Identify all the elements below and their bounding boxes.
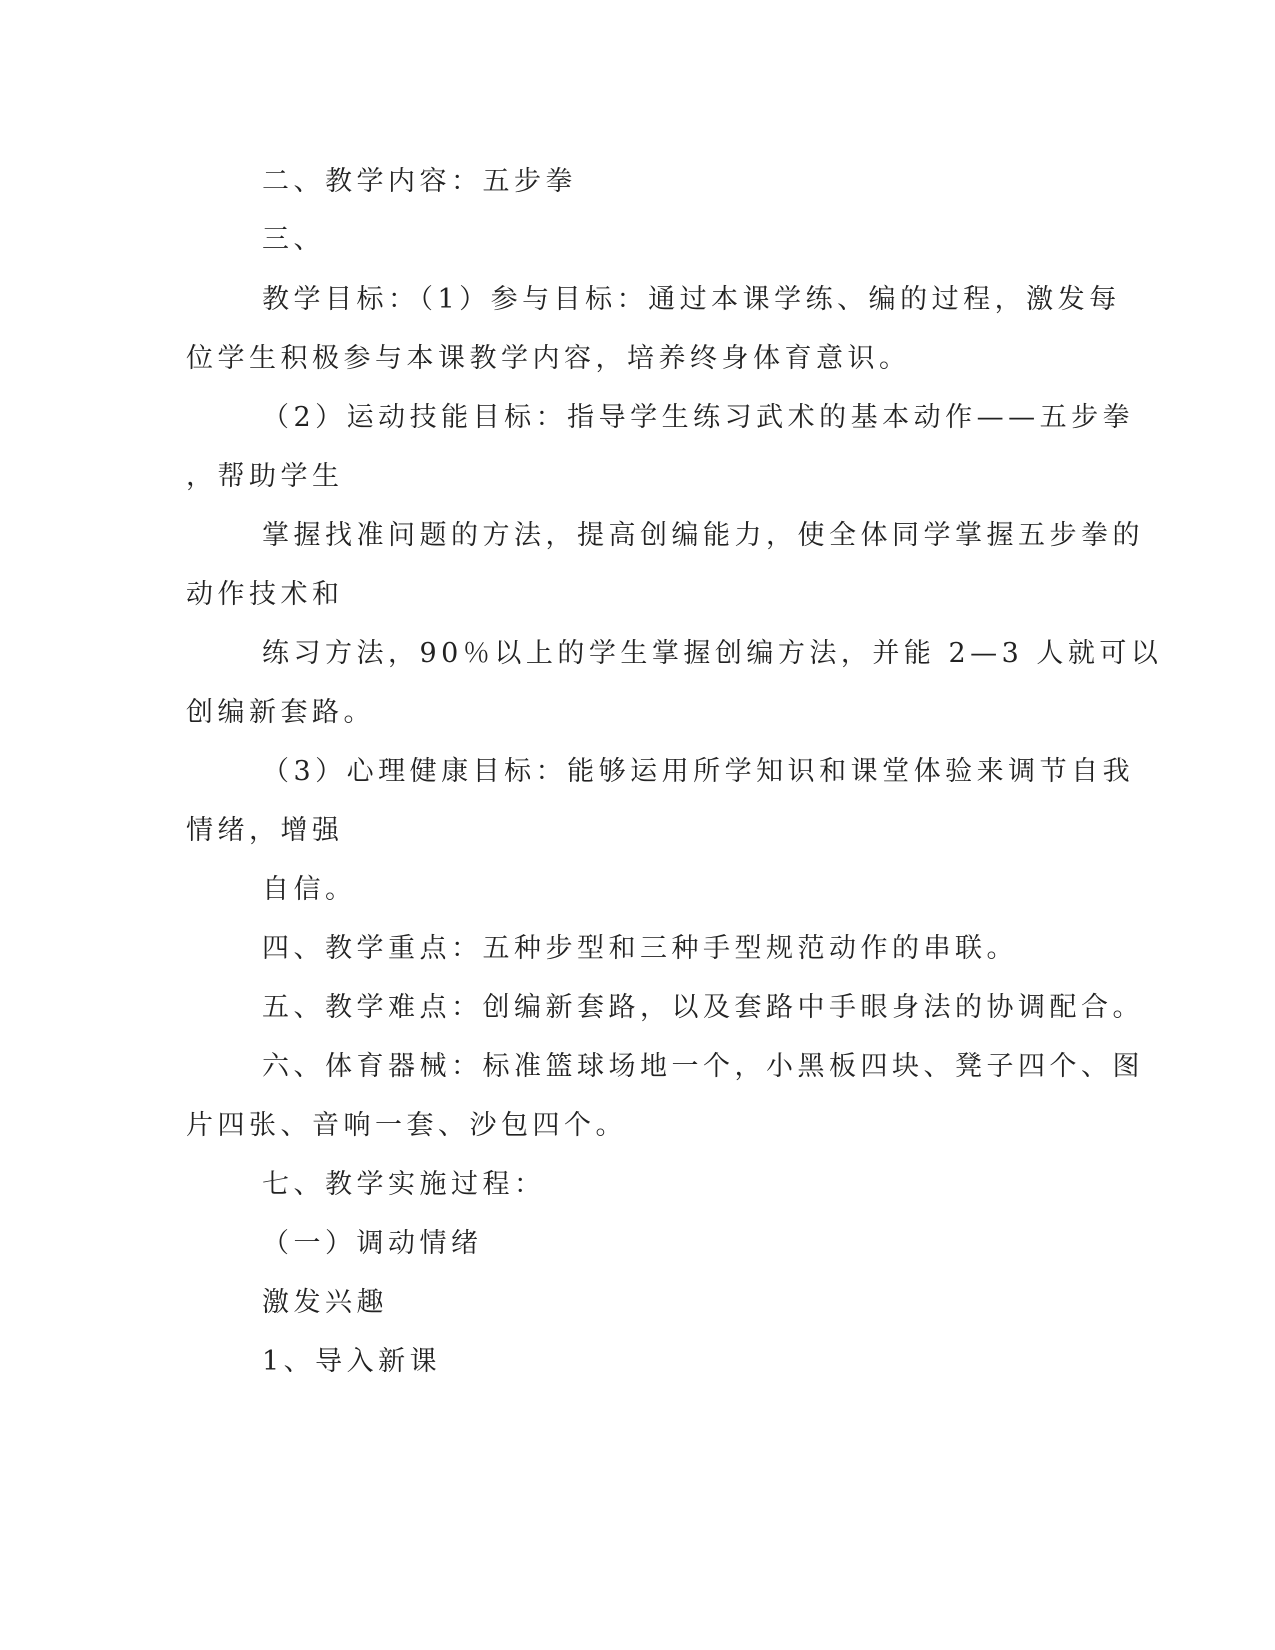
paragraph-goal-3-line-2: 情绪，增强 <box>186 815 344 846</box>
paragraph-goal-3-line-3: 自信。 <box>262 874 357 905</box>
paragraph-goal-2-line-5: 练习方法，90％以上的学生掌握创编方法，并能 2—3 人就可以 <box>262 638 1163 669</box>
paragraph-goal-2-line-1: （2）运动技能目标：指导学生练习武术的基本动作——五步拳 <box>262 402 1135 433</box>
paragraph-introduce-lesson: 1、导入新课 <box>262 1346 442 1377</box>
paragraph-equipment-line-1: 六、体育器械：标准篮球场地一个，小黑板四块、凳子四个、图 <box>262 1051 1144 1082</box>
paragraph-goal-1-line-1: 教学目标：（1）参与目标：通过本课学练、编的过程，激发每 <box>262 284 1121 315</box>
paragraph-goal-2-line-2: ，帮助学生 <box>186 461 344 492</box>
paragraph-teaching-content: 二、教学内容：五步拳 <box>262 166 577 197</box>
paragraph-goal-2-line-3: 掌握找准问题的方法，提高创编能力，使全体同学掌握五步拳的 <box>262 520 1144 551</box>
paragraph-goal-3-line-1: （3）心理健康目标：能够运用所学知识和课堂体验来调节自我 <box>262 756 1135 787</box>
paragraph-equipment-line-2: 片四张、音响一套、沙包四个。 <box>186 1110 627 1141</box>
paragraph-section-three: 三、 <box>262 224 325 255</box>
paragraph-difficulties: 五、教学难点：创编新套路，以及套路中手眼身法的协调配合。 <box>262 992 1144 1023</box>
paragraph-goal-2-line-4: 动作技术和 <box>186 579 344 610</box>
paragraph-key-points: 四、教学重点：五种步型和三种手型规范动作的串联。 <box>262 933 1018 964</box>
paragraph-goal-2-line-6: 创编新套路。 <box>186 697 375 728</box>
paragraph-stimulate-interest: 激发兴趣 <box>262 1287 388 1318</box>
paragraph-subsection-one: （一）调动情绪 <box>262 1228 483 1259</box>
paragraph-process-heading: 七、教学实施过程： <box>262 1169 546 1200</box>
paragraph-goal-1-line-2: 位学生积极参与本课教学内容，培养终身体育意识。 <box>186 343 911 374</box>
